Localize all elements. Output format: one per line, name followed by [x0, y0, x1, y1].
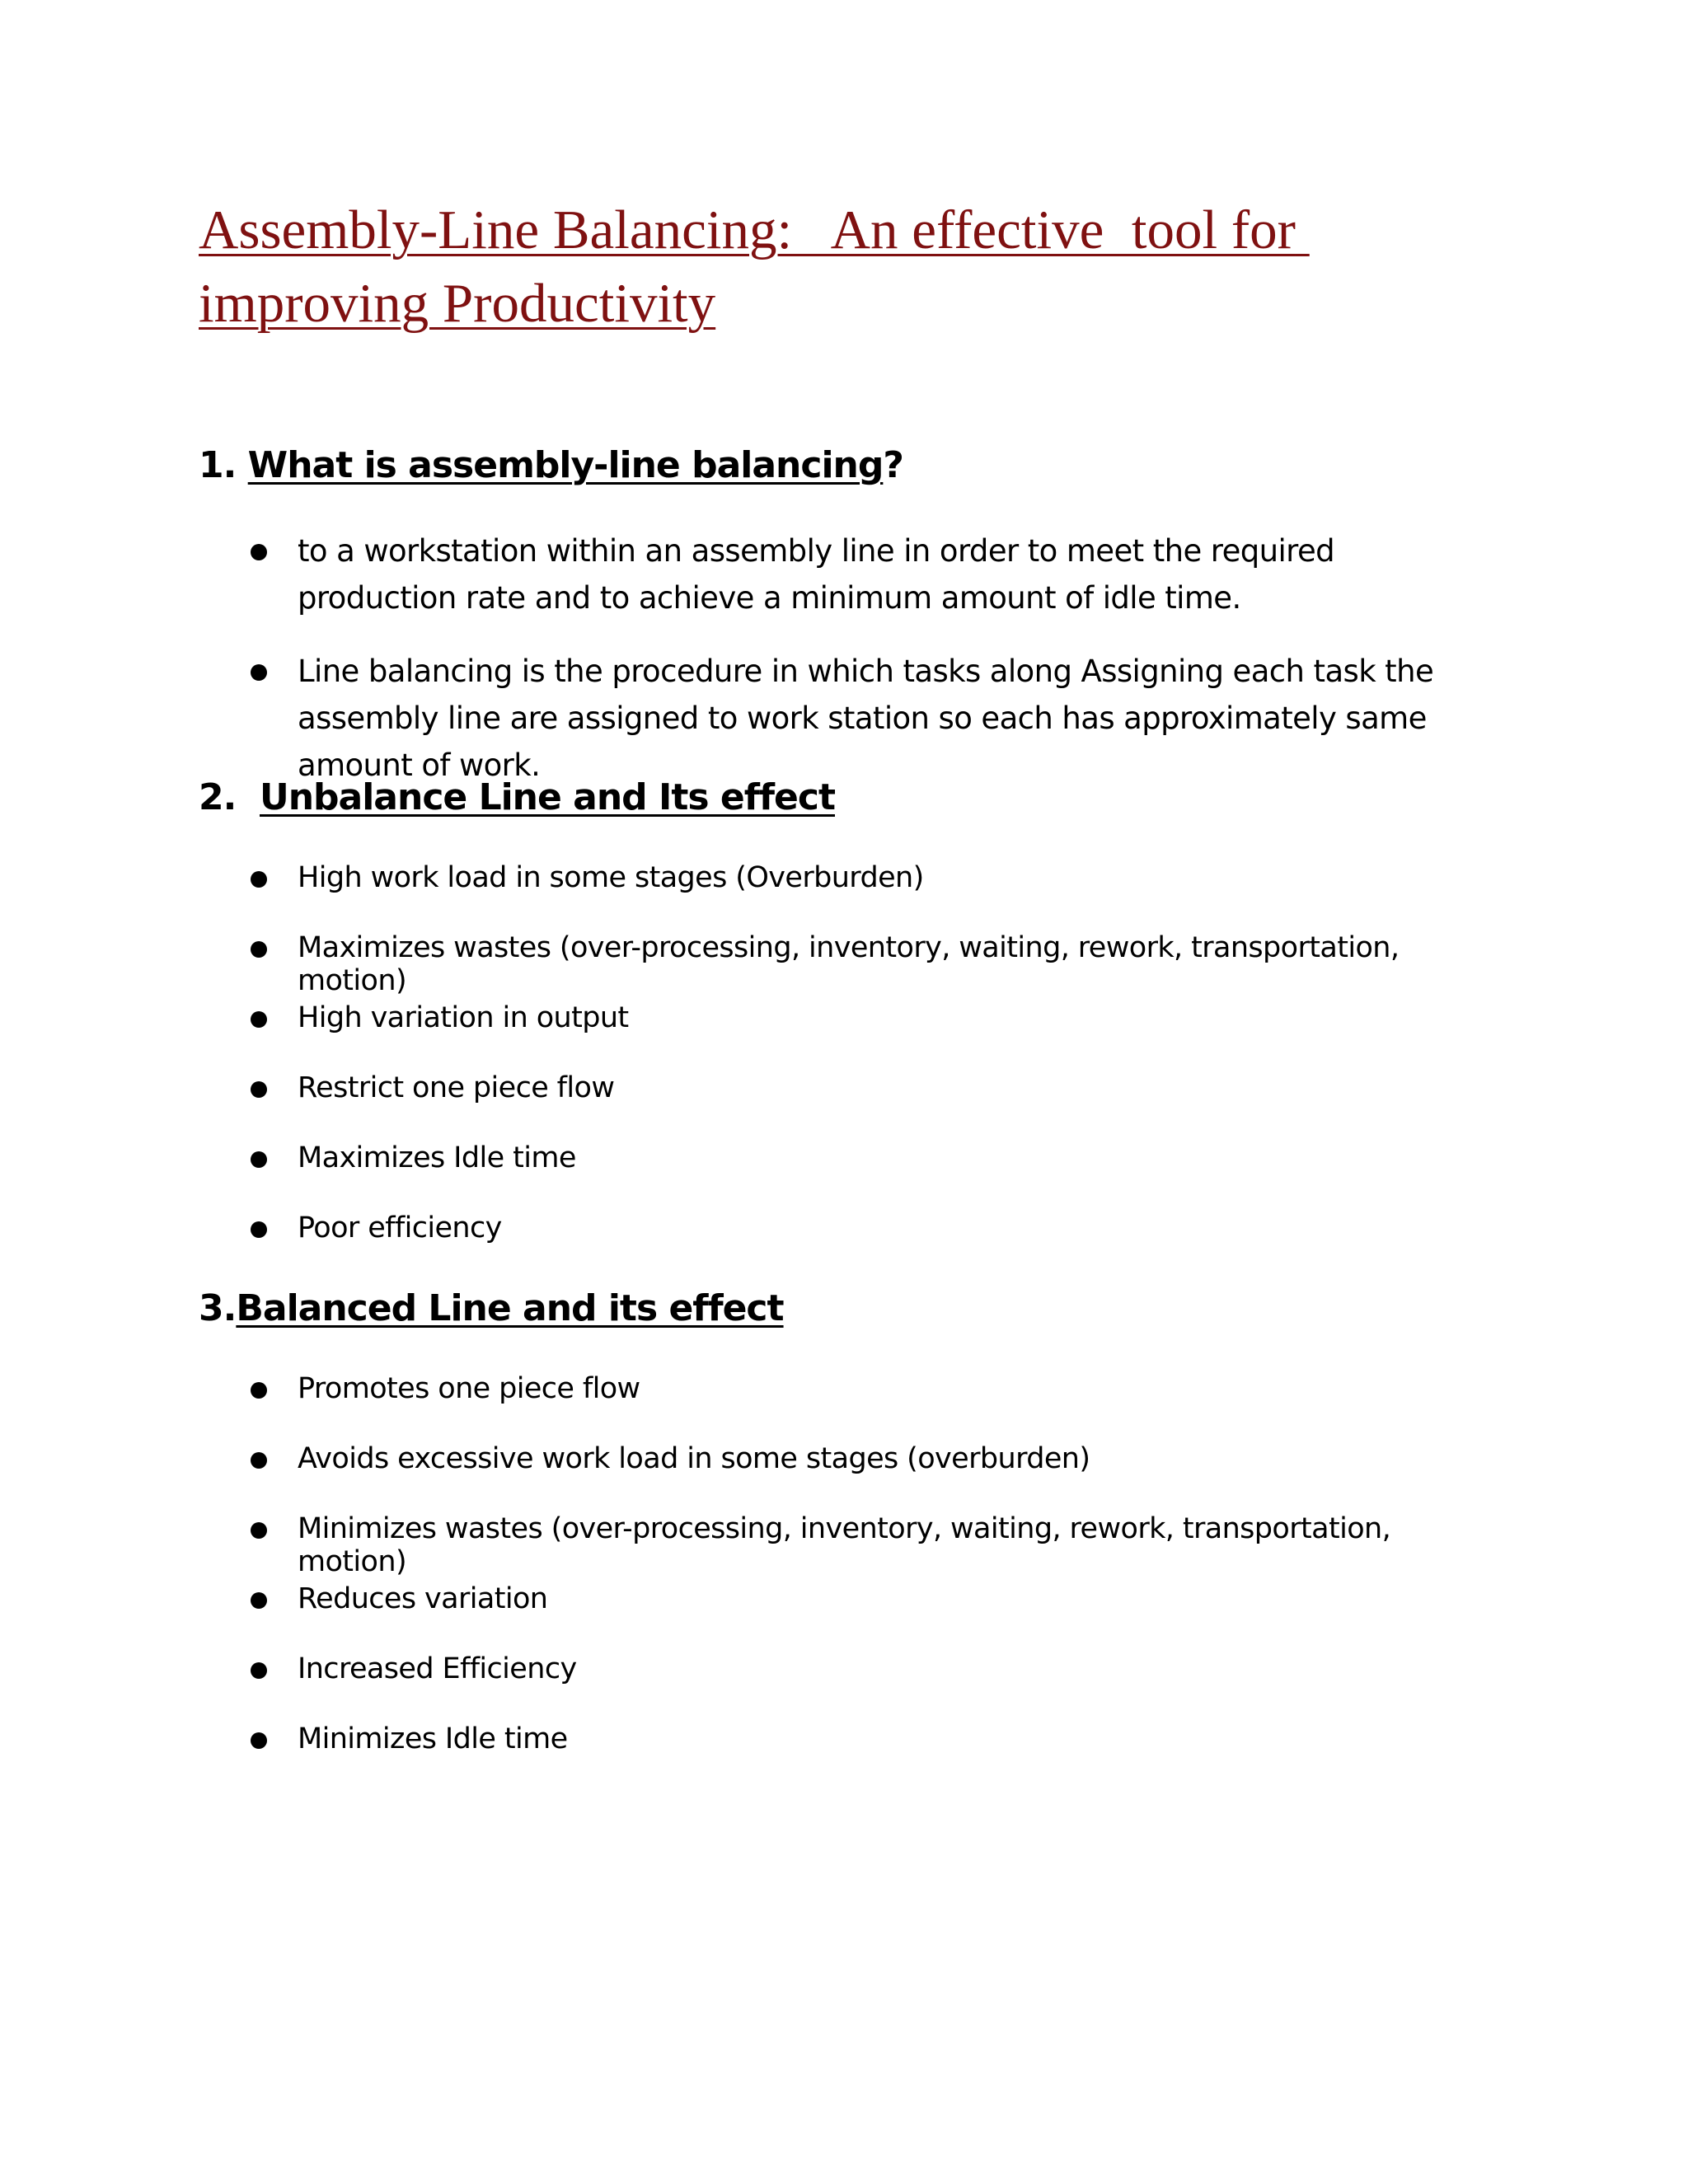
list-item-text: Maximizes Idle time: [298, 1141, 576, 1174]
bullet-icon: [251, 871, 267, 888]
section-1-title: What is assembly-line balancing: [247, 444, 884, 486]
section-2-title: Unbalance Line and Its effect: [259, 776, 835, 818]
bullet-icon: [251, 1382, 267, 1399]
bullet-icon: [251, 1662, 267, 1679]
list-item-text: Maximizes wastes (over-processing, inventory, waiting, rework, transportation, motion): [298, 931, 1400, 997]
bullet-icon: [251, 1522, 267, 1539]
list-item-text: Restrict one piece flow: [298, 1071, 615, 1104]
bullet-icon: [251, 1221, 267, 1238]
list-item-text: Minimizes Idle time: [298, 1722, 568, 1755]
list-item-text: Minimizes wastes (over-processing, inventory, waiting, rework, transportation, motion): [298, 1512, 1391, 1578]
list-item-text: High work load in some stages (Overburden): [298, 861, 924, 894]
bullet-icon: [251, 1151, 267, 1168]
bullet-icon: [251, 544, 267, 560]
bullet-icon: [251, 1081, 267, 1098]
list-item-text: Reduces variation: [298, 1582, 548, 1615]
list-item-text: Line balancing is the procedure in which tasks along Assigning each task the assembly line are assigned to work station so each has approximately same amount of work.: [298, 654, 1434, 783]
document-title: [199, 194, 1435, 340]
section-1-heading: [199, 443, 903, 489]
list-item-text: Promotes one piece flow: [298, 1372, 640, 1405]
bullet-icon: [251, 1592, 267, 1609]
document-title-text: Assembly-Line Balancing: An effective tool for improving Productivity: [199, 199, 1310, 334]
list-item-text: Poor efficiency: [298, 1212, 502, 1244]
section-3-number: 3.: [199, 1287, 237, 1329]
bullet-icon: [251, 1452, 267, 1469]
section-2-number: 2.: [199, 776, 237, 818]
section-2-heading: [199, 775, 835, 821]
section-3-title: Balanced Line and its effect: [236, 1287, 784, 1329]
section-3-heading: [199, 1286, 784, 1332]
section-1-number: 1.: [199, 444, 237, 486]
bullet-icon: [251, 941, 267, 958]
bullet-icon: [251, 664, 267, 681]
bullet-icon: [251, 1011, 267, 1028]
list-item-text: to a workstation within an assembly line in order to meet the required production rate and to achieve a minimum amount of idle time.: [298, 533, 1335, 616]
list-item-text: Avoids excessive work load in some stages (overburden): [298, 1442, 1090, 1475]
list-item-text: High variation in output: [298, 1001, 629, 1034]
section-1-title-suffix: ?: [883, 444, 903, 486]
list-item-text: Increased Efficiency: [298, 1652, 577, 1685]
bullet-icon: [251, 1732, 267, 1749]
